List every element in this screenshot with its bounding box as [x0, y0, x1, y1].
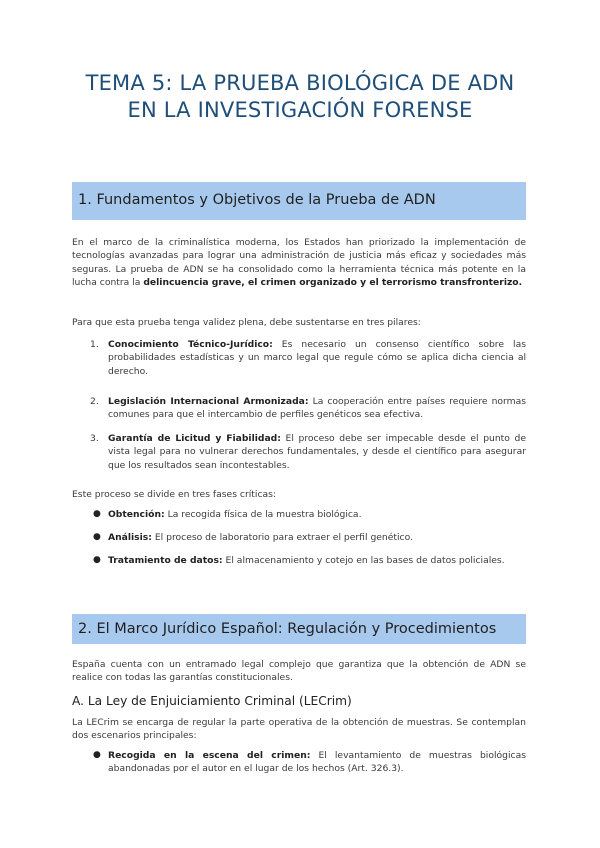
pillar-3-title: Garantía de Licitud y Fiabilidad: — [108, 433, 281, 444]
section-1-heading: 1. Fundamentos y Objetivos de la Prueba de ADN — [72, 182, 526, 220]
pillar-2-text: La cooperación entre países requiere normas comunes para que el intercambio de perfiles genéticos sea efectiva. — [108, 396, 526, 421]
phase-3 — [108, 554, 526, 567]
pillar-2-title: Legislación Internacional Armonizada: — [108, 396, 309, 407]
intro-emphasis: delincuencia grave, el crimen organizado y el terrorismo transfronterizo — [143, 277, 519, 289]
title-line-1: TEMA 5: LA PRUEBA BIOLÓGICA DE ADN — [85, 71, 515, 95]
phases-intro: Este proceso se divide en tres fases críticas: — [72, 489, 277, 500]
scenario-1-text: El levantamiento de muestras biológicas abandonadas por el autor en el lugar de los hechos (Art. 326.3). — [108, 750, 527, 775]
pillar-1-marker: 1. — [90, 339, 99, 350]
pillar-3 — [108, 432, 526, 472]
phase-1-bullet: ● — [93, 509, 101, 519]
phase-2-text: El proceso de laboratorio para extraer el perfil genético. — [151, 532, 413, 543]
phase-1-text: La recogida física de la muestra biológica. — [164, 509, 362, 520]
lecrim-intro: La LECrim se encarga de regular la parte operativa de la obtención de muestras. Se contemplan dos escenarios principales: — [72, 717, 526, 742]
pillar-3-text: El proceso debe ser impecable desde el punto de vista legal para no vulnerar derechos fundamentales, y desde el científico para asegurar que los resultados sean incontestables. — [108, 433, 526, 471]
pillar-2-marker: 2. — [90, 396, 99, 407]
intro-end: . — [518, 277, 523, 289]
pillar-1-text: Es necesario un consenso científico sobre las probabilidades estadísticas y un marco legal que regule cómo se aplica dicha ciencia al derecho. — [108, 339, 526, 377]
phase-1 — [108, 508, 526, 521]
pillar-3-marker: 3. — [90, 433, 99, 444]
phase-3-text: El almacenamiento y cotejo en las bases de datos policiales. — [222, 555, 505, 566]
section-2-heading: 2. El Marco Jurídico Español: Regulación y Procedimientos — [72, 614, 526, 644]
pillar-1-title: Conocimiento Técnico-Jurídico: — [108, 339, 273, 350]
pillar-2 — [108, 395, 526, 422]
scenario-1-bullet: ● — [93, 750, 101, 760]
phase-2-bullet: ● — [93, 532, 101, 542]
phase-2 — [108, 531, 526, 544]
title-line-2: EN LA INVESTIGACIÓN FORENSE — [127, 98, 473, 122]
scenario-1-title: Recogida en la escena del crimen: — [108, 750, 311, 761]
phase-3-title: Tratamiento de datos: — [108, 555, 223, 566]
phase-2-title: Análisis: — [108, 532, 152, 543]
document-title — [0, 70, 600, 124]
phase-1-title: Obtención: — [108, 509, 165, 520]
intro-paragraph — [72, 236, 526, 290]
pillar-1 — [108, 338, 526, 378]
intro-text: En el marco de la criminalística moderna, los Estados han priorizado la implementación de tecnologías avanzadas para lograr una administración de justicia más eficaz y sociedades más seguras. La prueba de ADN se ha consolidado como la herramienta técnica más potente en la lucha contra la — [72, 237, 526, 289]
pillars-intro: Para que esta prueba tenga validez plena, debe sustentarse en tres pilares: — [72, 317, 421, 328]
phase-3-bullet: ● — [93, 555, 101, 565]
section-2-intro: España cuenta con un entramado legal complejo que garantiza que la obtención de ADN se realice con todas las garantías constitucionales. — [72, 659, 526, 684]
lecrim-subheading: A. La Ley de Enjuiciamiento Criminal (LECrim) — [72, 694, 352, 708]
scenario-1 — [108, 749, 526, 776]
